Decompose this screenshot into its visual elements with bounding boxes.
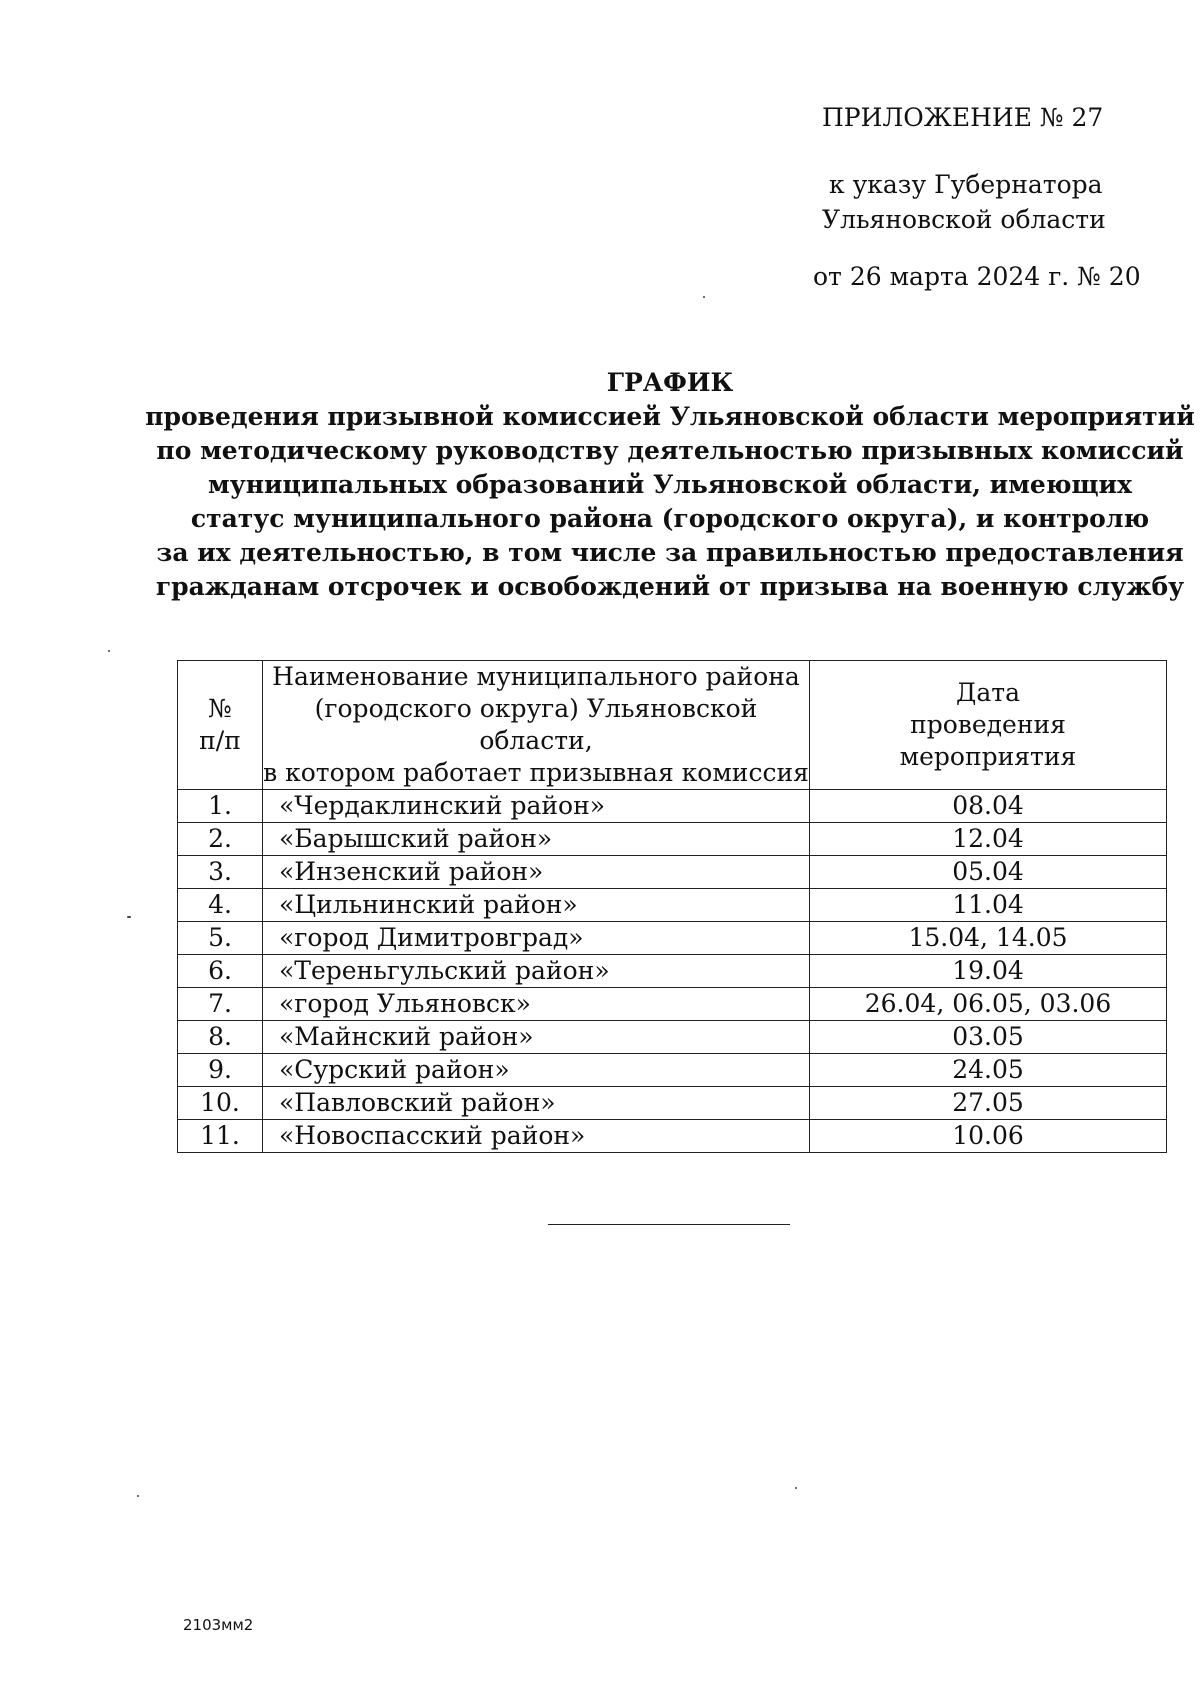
- table-row: [178, 1054, 1167, 1087]
- table-row: [178, 1021, 1167, 1054]
- header-name-line: Наименование муниципального района: [272, 662, 800, 691]
- row-district-name: «Барышский район»: [263, 823, 810, 856]
- row-event-date: 12.04: [810, 823, 1167, 856]
- row-number: 10.: [178, 1087, 263, 1120]
- document-subtitle-line: муниципальных образований Ульяновской области, имеющих: [208, 470, 1132, 499]
- header-number: [178, 661, 263, 790]
- schedule-table: [177, 660, 1167, 1153]
- header-district-name: [263, 661, 810, 790]
- table-row: [178, 988, 1167, 1021]
- document-subtitle-line: статус муниципального района (городского округа), и контролю: [190, 504, 1150, 533]
- row-district-name: «Майнский район»: [263, 1021, 810, 1054]
- row-district-name: «Цильнинский район»: [263, 889, 810, 922]
- scan-speck: [127, 916, 131, 918]
- document-subtitle-line: гражданам отсрочек и освобождений от призыва на военную службу: [155, 572, 1185, 601]
- row-event-date: 08.04: [810, 790, 1167, 823]
- table-header-row: [178, 661, 1167, 790]
- row-number: 4.: [178, 889, 263, 922]
- table-row: [178, 856, 1167, 889]
- table-row: [178, 1120, 1167, 1153]
- table-row: [178, 889, 1167, 922]
- decree-reference-line-2: Ульяновской области: [822, 205, 1106, 234]
- row-number: 7.: [178, 988, 263, 1021]
- row-district-name: «Сурский район»: [263, 1054, 810, 1087]
- row-district-name: «Инзенский район»: [263, 856, 810, 889]
- end-of-document-line: [548, 1224, 790, 1225]
- row-event-date: 11.04: [810, 889, 1167, 922]
- document-code: 2103мм2: [183, 1616, 254, 1634]
- document-subtitle-line: за их деятельностью, в том числе за правильностью предоставления: [156, 538, 1184, 567]
- row-district-name: «Новоспасский район»: [263, 1120, 810, 1153]
- row-number: 2.: [178, 823, 263, 856]
- scan-speck: [108, 650, 110, 652]
- table-row: [178, 823, 1167, 856]
- table-row: [178, 790, 1167, 823]
- header-name-line: (городского округа) Ульяновской области,: [314, 694, 758, 755]
- row-number: 9.: [178, 1054, 263, 1087]
- document-title: ГРАФИК: [606, 368, 734, 397]
- row-number: 3.: [178, 856, 263, 889]
- header-date-line: мероприятия: [899, 742, 1077, 771]
- row-number: 5.: [178, 922, 263, 955]
- row-number: 1.: [178, 790, 263, 823]
- row-number: 11.: [178, 1120, 263, 1153]
- row-district-name: «Чердаклинский район»: [263, 790, 810, 823]
- row-number: 8.: [178, 1021, 263, 1054]
- row-event-date: 24.05: [810, 1054, 1167, 1087]
- header-date-line: проведения: [910, 710, 1066, 739]
- table-row: [178, 955, 1167, 988]
- row-number: 6.: [178, 955, 263, 988]
- scan-speck: [795, 1487, 797, 1489]
- table-row: [178, 922, 1167, 955]
- row-district-name: «Тереньгульский район»: [263, 955, 810, 988]
- row-event-date: 05.04: [810, 856, 1167, 889]
- decree-date: от 26 марта 2024 г. № 20: [813, 262, 1141, 291]
- row-event-date: 19.04: [810, 955, 1167, 988]
- scan-speck: [137, 1495, 139, 1497]
- table-row: [178, 1087, 1167, 1120]
- header-number-line: п/п: [199, 726, 241, 755]
- row-event-date: 10.06: [810, 1120, 1167, 1153]
- header-name-line: в котором работает призывная комиссия: [263, 758, 809, 787]
- row-district-name: «город Димитровград»: [263, 922, 810, 955]
- row-event-date: 27.05: [810, 1087, 1167, 1120]
- header-number-line: №: [208, 694, 232, 723]
- document-title-block: [120, 366, 1200, 604]
- appendix-number: ПРИЛОЖЕНИЕ № 27: [822, 103, 1104, 132]
- document-subtitle-line: по методическому руководству деятельностью призывных комиссий: [156, 436, 1184, 465]
- row-district-name: «Павловский район»: [263, 1087, 810, 1120]
- row-event-date: 26.04, 06.05, 03.06: [810, 988, 1167, 1021]
- header-event-date: [810, 661, 1167, 790]
- header-date-line: Дата: [956, 678, 1020, 707]
- decree-reference-line-1: к указу Губернатора: [829, 170, 1103, 199]
- row-event-date: 15.04, 14.05: [810, 922, 1167, 955]
- row-event-date: 03.05: [810, 1021, 1167, 1054]
- row-district-name: «город Ульяновск»: [263, 988, 810, 1021]
- scan-speck: [703, 296, 705, 298]
- document-subtitle-line: проведения призывной комиссией Ульяновской области мероприятий: [145, 402, 1195, 431]
